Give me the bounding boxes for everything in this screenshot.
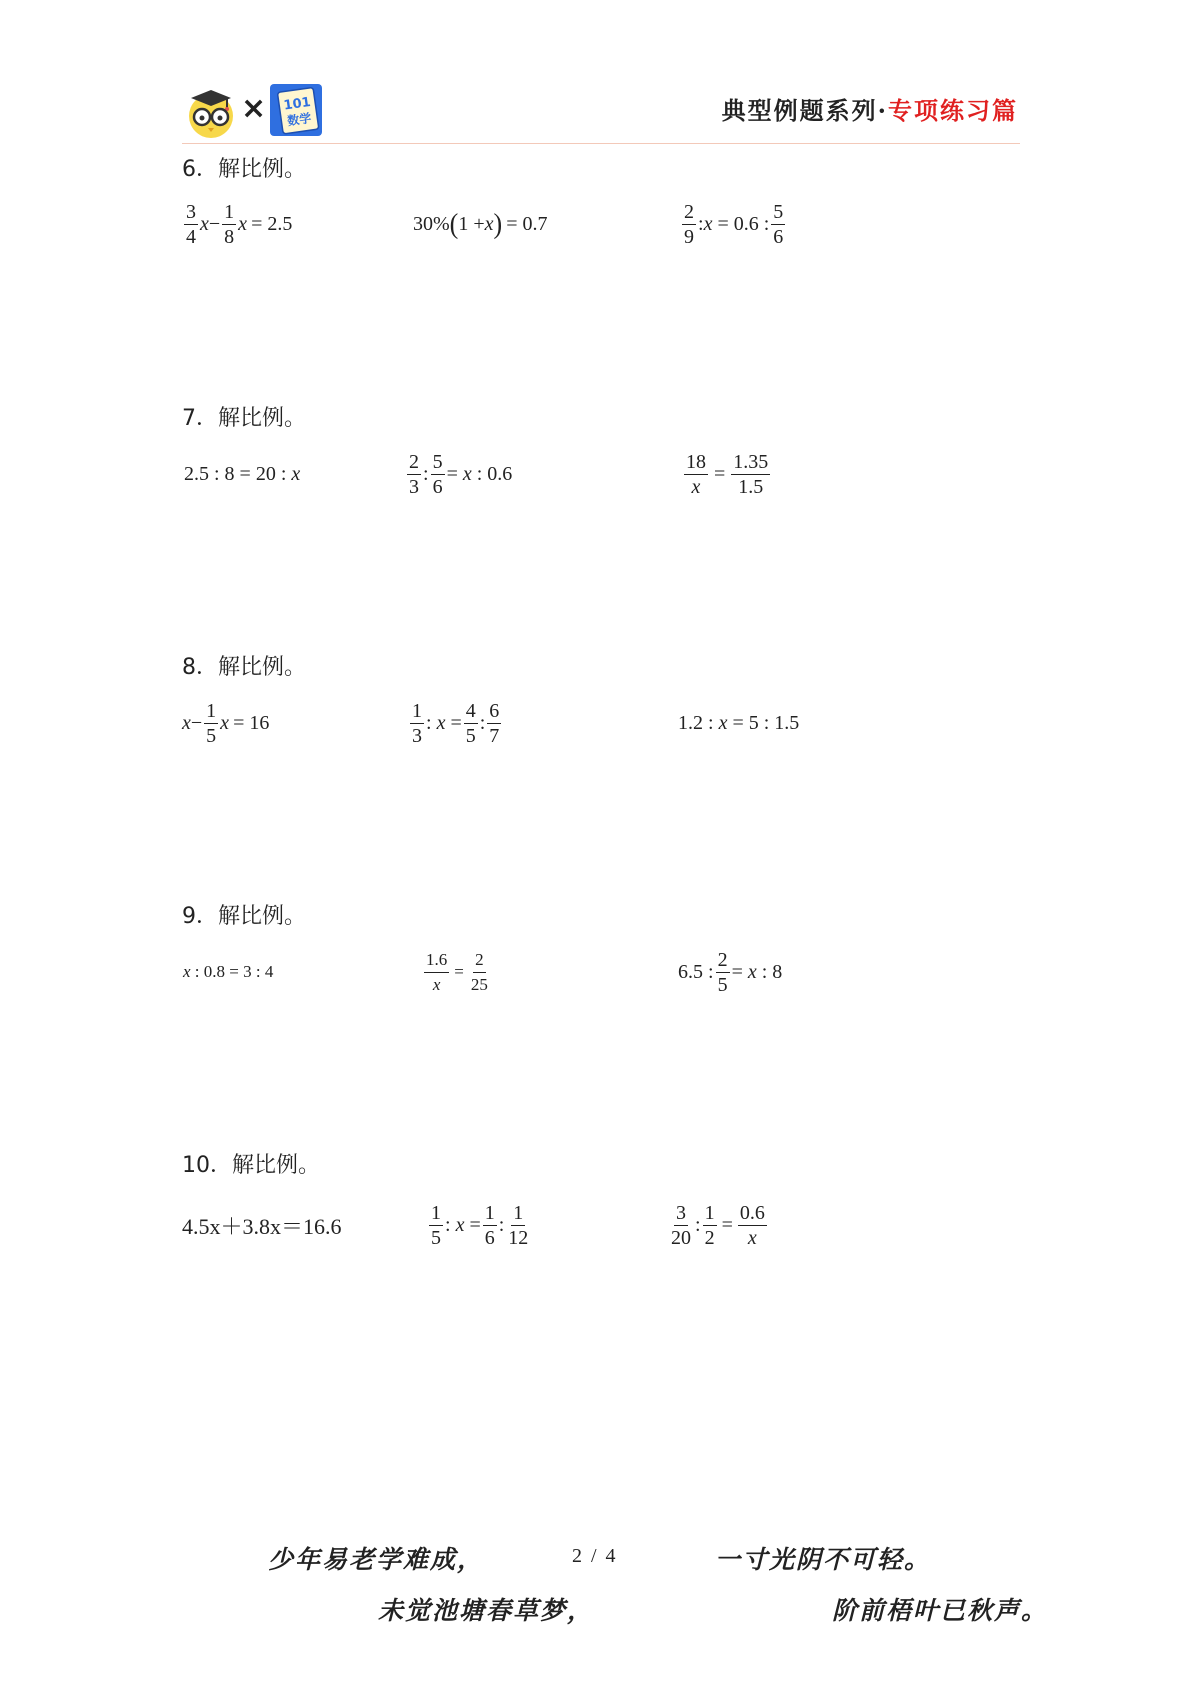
equation-part: :: [698, 212, 704, 235]
equation-part: : 0.8 = 3 : 4: [190, 962, 274, 981]
equation-part: 25: [470, 974, 488, 994]
equation-part: 5: [431, 1226, 441, 1249]
equation-part: 2: [684, 200, 694, 223]
fraction: [487, 699, 501, 748]
p6-equation-b: [413, 194, 547, 254]
poem-line2-right: 阶前梧叶已秋声。: [832, 1596, 1049, 1625]
equation-part: :: [445, 1213, 456, 1236]
equation-part: = 0.7: [506, 212, 548, 235]
equation-part: 1.5: [738, 475, 764, 498]
equation-part: 1: [704, 1201, 715, 1224]
fraction: [204, 699, 218, 748]
equation-part: x: [436, 711, 446, 734]
equation-part: =: [454, 962, 464, 981]
equation-part: 5: [206, 724, 217, 747]
fraction: [771, 200, 785, 249]
p8-equation-c: [678, 693, 799, 753]
owl-mascot-logo: [183, 84, 239, 140]
problem-10-heading: 10．解比例。: [182, 1153, 320, 1178]
p9-equation-c: [678, 942, 782, 1002]
fraction: [184, 200, 198, 249]
equation-part: 6: [773, 225, 784, 248]
equation-part: 1: [224, 200, 235, 223]
p9-equation-a: [183, 942, 273, 1002]
equation-part: ): [493, 207, 503, 240]
p10-equation-a: [182, 1195, 342, 1255]
equation-part: 5: [773, 200, 784, 223]
fraction: [222, 200, 236, 249]
problem-8-heading: 8．解比例。: [182, 655, 306, 680]
equation-part: 5: [465, 724, 476, 747]
fraction: [483, 1201, 497, 1250]
equation-part: 1: [484, 1201, 495, 1224]
equation-part: x: [220, 711, 230, 734]
equation-part: :: [426, 711, 437, 734]
fraction: [429, 1201, 443, 1250]
equation-part: 6: [489, 699, 500, 722]
p6-equation-a: [182, 194, 292, 254]
equation-part: 4.5x＋3.8x＝16.6: [182, 1213, 342, 1239]
equation-part: 1.6: [424, 948, 449, 973]
equation-part: : 8: [756, 960, 783, 983]
equation-part: 1: [206, 699, 217, 722]
equation-part: :: [498, 1213, 505, 1236]
equation-part: 30%: [413, 212, 450, 235]
p7-equation-c: [682, 444, 772, 504]
equation-part: (: [449, 207, 459, 240]
poem-line1-left: 少年易老学难成，: [268, 1545, 485, 1574]
equation-part: 6: [432, 475, 443, 498]
equation-part: 18: [686, 450, 706, 473]
equation-part: =: [731, 960, 748, 983]
fraction: [407, 450, 421, 499]
fraction: [703, 1201, 717, 1250]
series-title-sub: 专项练习篇: [888, 96, 1018, 125]
equation-part: : 0.6: [471, 462, 513, 485]
fraction: [469, 948, 490, 997]
poem-line2-left: 未觉池塘春草梦，: [378, 1596, 595, 1625]
poem-line1-right: 一寸光阴不可轻。: [715, 1545, 932, 1574]
fraction: [669, 1201, 693, 1250]
problem-7-heading: 7．解比例。: [182, 406, 306, 431]
fraction: [424, 948, 449, 997]
equation-part: x: [238, 212, 248, 235]
book-logo-text-top: 101: [282, 94, 312, 114]
equation-part: 4: [465, 699, 476, 722]
equation-part: 12: [508, 1226, 529, 1249]
equation-part: 2: [717, 948, 728, 971]
page-number: 2 / 4: [572, 1545, 618, 1567]
equation-part: =: [446, 462, 463, 485]
equation-part: =: [721, 1213, 733, 1236]
equation-part: 3: [412, 724, 422, 747]
equation-part: 2: [473, 948, 486, 973]
equation-part: x: [747, 960, 757, 983]
equation-part: x: [432, 974, 441, 994]
equation-part: 5: [717, 973, 728, 996]
p7-equation-b: [405, 444, 512, 504]
equation-part: 5: [432, 450, 443, 473]
equation-part: 8: [224, 225, 235, 248]
header-divider: [182, 143, 1020, 144]
fraction: [410, 699, 424, 748]
equation-part: 1: [412, 699, 422, 722]
equation-part: −: [208, 212, 221, 235]
equation-part: 1: [431, 1201, 441, 1224]
times-sign: ×: [241, 91, 267, 126]
book-logo-text-bottom: 数学: [286, 111, 313, 129]
equation-part: 1.2 :: [678, 711, 719, 734]
equation-part: = 2.5: [251, 212, 293, 235]
equation-part: 20: [671, 1226, 691, 1249]
p6-equation-c: [680, 194, 787, 254]
fraction: [684, 450, 708, 499]
equation-part: x: [291, 462, 301, 485]
equation-part: = 16: [233, 711, 270, 734]
equation-part: 0.6: [739, 1201, 765, 1224]
equation-part: x: [484, 212, 494, 235]
problem-9-heading: 9．解比例。: [182, 904, 306, 929]
equation-part: 1: [513, 1201, 524, 1224]
equation-part: 2: [409, 450, 419, 473]
equation-part: x: [691, 475, 701, 498]
equation-part: x: [200, 212, 209, 235]
fraction: [738, 1201, 767, 1250]
p10-equation-b: [427, 1195, 532, 1255]
equation-part: x: [747, 1226, 757, 1249]
equation-part: =: [714, 462, 726, 485]
equation-part: 6.5 :: [678, 960, 714, 983]
101-math-book-logo: [268, 82, 324, 138]
equation-part: 4: [186, 225, 196, 248]
p7-equation-a: [184, 444, 300, 504]
fraction: [464, 699, 478, 748]
equation-part: 1 +: [458, 212, 485, 235]
equation-part: = 0.6 :: [712, 212, 770, 235]
fraction: [506, 1201, 530, 1250]
equation-part: x: [183, 962, 191, 981]
equation-part: 3: [186, 200, 196, 223]
p8-equation-b: [408, 693, 503, 753]
p10-equation-c: [667, 1195, 769, 1255]
equation-part: 3: [676, 1201, 686, 1224]
equation-part: x: [455, 1213, 465, 1236]
equation-part: −: [190, 711, 203, 734]
equation-part: x: [182, 711, 191, 734]
p8-equation-a: [182, 693, 269, 753]
equation-part: = 5 : 1.5: [727, 711, 800, 734]
series-title: [722, 96, 1018, 126]
equation-part: x: [718, 711, 728, 734]
equation-part: x: [703, 212, 713, 235]
equation-part: :: [695, 1213, 701, 1236]
equation-part: :: [423, 462, 429, 485]
problem-6-heading: 6．解比例。: [182, 157, 306, 182]
series-title-dot: ·: [877, 96, 888, 125]
series-title-main: 典型例题系列: [721, 96, 878, 125]
equation-part: =: [445, 711, 462, 734]
fraction: [731, 450, 770, 499]
equation-part: 3: [409, 475, 419, 498]
fraction: [716, 948, 730, 997]
equation-part: 6: [484, 1226, 495, 1249]
equation-part: 9: [684, 225, 694, 248]
fraction: [682, 200, 696, 249]
p9-equation-b: [422, 942, 492, 1002]
equation-part: x: [462, 462, 472, 485]
equation-part: 1.35: [733, 450, 769, 473]
equation-part: =: [464, 1213, 481, 1236]
fraction: [431, 450, 445, 499]
equation-part: 2: [704, 1226, 715, 1249]
equation-part: 2.5 : 8 = 20 :: [184, 462, 292, 485]
equation-part: :: [479, 711, 486, 734]
equation-part: 7: [489, 724, 500, 747]
